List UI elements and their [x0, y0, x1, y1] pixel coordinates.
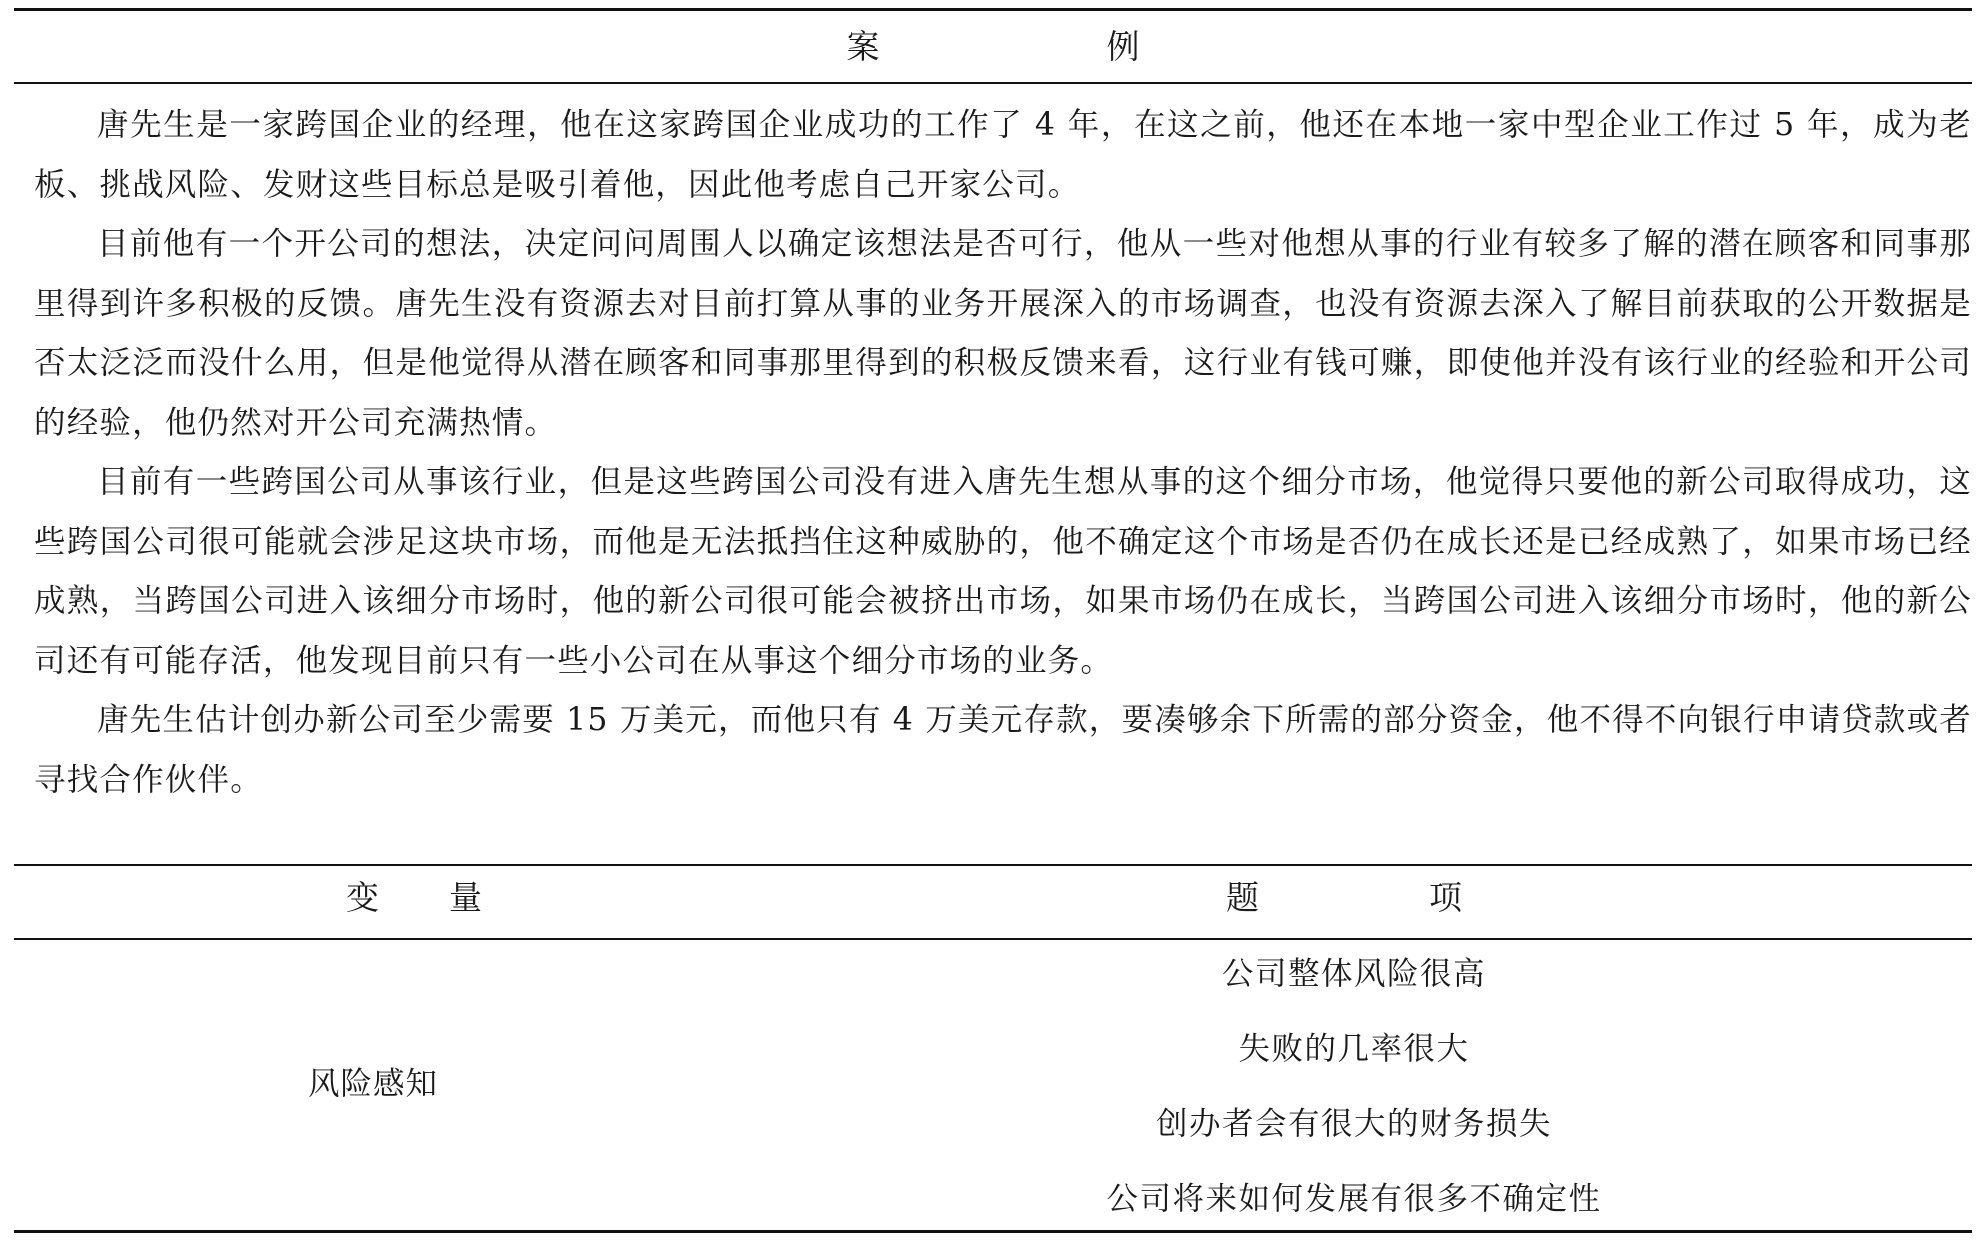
item-3: 创办者会有很大的财务损失: [1155, 1106, 1552, 1142]
table-header-rule: [14, 938, 1972, 940]
variable-column-header: [314, 876, 514, 920]
item-header-char-2: 项: [1429, 878, 1462, 917]
top-rule: [14, 8, 1972, 11]
item-header-char-1: 题: [1226, 878, 1259, 917]
case-header-rule: [14, 82, 1972, 84]
variable-header-char-1: 变: [346, 878, 379, 917]
case-paragraph-3: 目前有一些跨国公司从事该行业，但是这些跨国公司没有进入唐先生想从事的这个细分市场，他觉得只要他的新公司取得成功，这些跨国公司很可能就会涉足这块市场，而他是无法抵挡住这种威胁的，他不确定这个市场是否仍在成长还是已经成熟了，如果市场已经成熟，当跨国公司进入该细分市场时，他的新公司很可能会被挤出市场，如果市场仍在成长，当跨国公司进入该细分市场时，他的新公司还有可能存活，他发现目前只有一些小公司在从事这个细分市场的业务。: [34, 464, 1972, 679]
case-paragraph-4: 唐先生估计创办新公司至少需要 15 万美元，而他只有 4 万美元存款，要凑够余下所需的部分资金，他不得不向银行申请贷款或者寻找合作伙伴。: [34, 702, 1972, 798]
case-header: [14, 24, 1972, 70]
variable-header-char-2: 量: [449, 878, 482, 917]
case-header-char-2: 例: [1106, 27, 1140, 66]
bottom-rule: [14, 1230, 1972, 1233]
case-header-char-1: 案: [846, 27, 880, 66]
case-paragraph-2: 目前他有一个开公司的想法，决定问问周围人以确定该想法是否可行，他从一些对他想从事的行业有较多了解的潜在顾客和同事那里得到许多积极的反馈。唐先生没有资源去对目前打算从事的业务开展深入的市场调查，也没有资源去深入了解目前获取的公开数据是否太泛泛而没什么用，但是他觉得从潜在顾客和同事那里得到的积极反馈来看，这行业有钱可赚，即使他并没有该行业的经验和开公司的经验，他仍然对开公司充满热情。: [34, 226, 1972, 441]
table-top-rule: [14, 864, 1972, 866]
item-2: 失败的几率很大: [1238, 1031, 1470, 1067]
item-column-header: [1144, 876, 1544, 920]
item-list: [914, 950, 1794, 1250]
case-text: [34, 96, 1972, 810]
item-4: 公司将来如何发展有很多不确定性: [1106, 1181, 1602, 1217]
case-paragraph-1: 唐先生是一家跨国企业的经理，他在这家跨国企业成功的工作了 4 年，在这之前，他还在本地一家中型企业工作过 5 年，成为老板、挑战风险、发财这些目标总是吸引着他，因此他考虑自己开家公司。: [34, 107, 1972, 203]
variable-risk-perception: 风险感知: [308, 1066, 439, 1102]
item-1: 公司整体风险很高: [1221, 956, 1486, 992]
